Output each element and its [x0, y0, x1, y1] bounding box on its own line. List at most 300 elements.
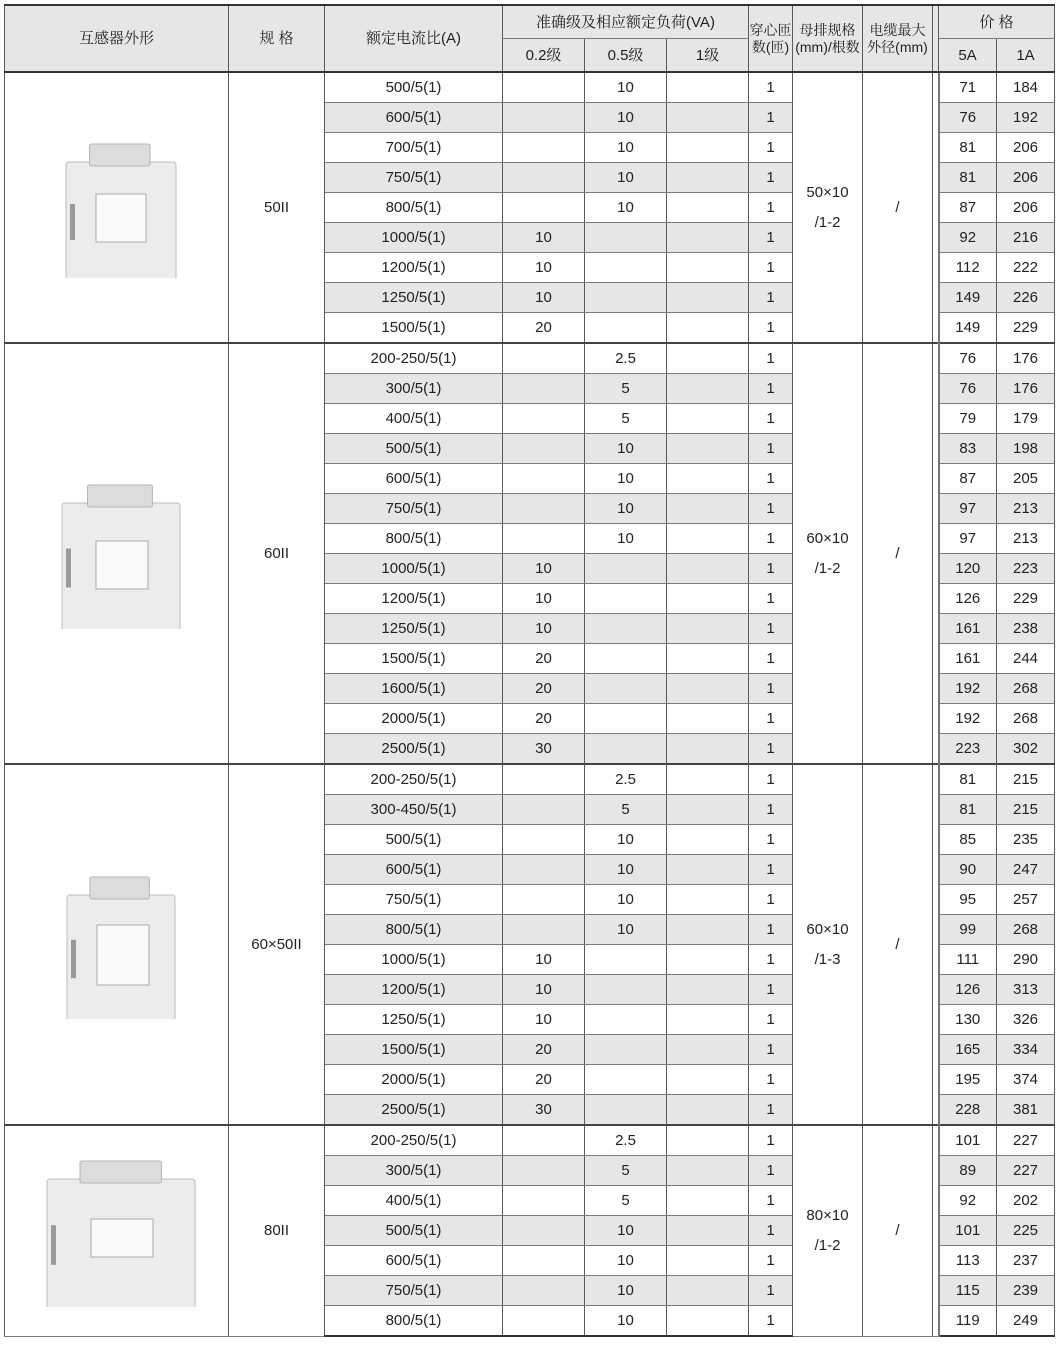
class-02-cell: [503, 434, 585, 464]
price-1a-cell: 381: [997, 1095, 1055, 1126]
price-1a-cell: 226: [997, 283, 1055, 313]
class-1-cell: [667, 915, 749, 945]
class-05-cell: [585, 313, 667, 344]
class-05-cell: [585, 253, 667, 283]
ratio-cell: 800/5(1): [325, 193, 503, 223]
class-05-cell: 10: [585, 1246, 667, 1276]
turns-cell: 1: [749, 133, 793, 163]
cable-cell: /: [863, 343, 933, 764]
busbar-cell: [793, 764, 863, 1125]
class-1-cell: [667, 313, 749, 344]
price-5a-cell: 87: [939, 193, 997, 223]
turns-cell: 1: [749, 253, 793, 283]
ratio-cell: 800/5(1): [325, 915, 503, 945]
turns-cell: 1: [749, 1095, 793, 1126]
price-1a-cell: 192: [997, 103, 1055, 133]
price-5a-cell: 97: [939, 494, 997, 524]
class-02-cell: [503, 1246, 585, 1276]
price-5a-cell: 81: [939, 133, 997, 163]
class-02-cell: [503, 1186, 585, 1216]
class-02-cell: [503, 193, 585, 223]
class-1-cell: [667, 1246, 749, 1276]
turns-cell: 1: [749, 1035, 793, 1065]
class-05-cell: 10: [585, 193, 667, 223]
class-1-cell: [667, 524, 749, 554]
ratio-cell: 2500/5(1): [325, 1095, 503, 1126]
class-05-cell: 5: [585, 404, 667, 434]
turns-cell: 1: [749, 644, 793, 674]
header-price-5a: 5A: [939, 39, 997, 73]
price-1a-cell: 229: [997, 313, 1055, 344]
table-row: [5, 764, 1055, 795]
ratio-cell: 2000/5(1): [325, 1065, 503, 1095]
class-1-cell: [667, 825, 749, 855]
price-5a-cell: 130: [939, 1005, 997, 1035]
turns-cell: 1: [749, 975, 793, 1005]
price-5a-cell: 119: [939, 1306, 997, 1337]
price-1a-cell: 235: [997, 825, 1055, 855]
ratio-cell: 700/5(1): [325, 133, 503, 163]
price-5a-cell: 149: [939, 283, 997, 313]
class-05-cell: 10: [585, 494, 667, 524]
price-1a-cell: 216: [997, 223, 1055, 253]
price-5a-cell: 76: [939, 374, 997, 404]
busbar-count: /1-2: [814, 1236, 841, 1254]
ratio-cell: 2500/5(1): [325, 734, 503, 765]
class-02-cell: [503, 343, 585, 374]
class-1-cell: [667, 1095, 749, 1126]
price-5a-cell: 85: [939, 825, 997, 855]
turns-cell: 1: [749, 1156, 793, 1186]
price-1a-cell: 206: [997, 133, 1055, 163]
price-1a-cell: 247: [997, 855, 1055, 885]
ratio-cell: 600/5(1): [325, 103, 503, 133]
class-1-cell: [667, 704, 749, 734]
table-row: [5, 343, 1055, 374]
ratio-cell: 500/5(1): [325, 1216, 503, 1246]
ratio-cell: 300/5(1): [325, 374, 503, 404]
class-02-cell: [503, 1276, 585, 1306]
class-05-cell: [585, 734, 667, 765]
price-1a-cell: 222: [997, 253, 1055, 283]
price-5a-cell: 115: [939, 1276, 997, 1306]
busbar-cell: [793, 1125, 863, 1336]
turns-cell: 1: [749, 1005, 793, 1035]
class-1-cell: [667, 1035, 749, 1065]
class-1-cell: [667, 1125, 749, 1156]
turns-cell: 1: [749, 1065, 793, 1095]
class-1-cell: [667, 1306, 749, 1337]
class-02-cell: 20: [503, 1035, 585, 1065]
class-02-cell: 20: [503, 313, 585, 344]
header-cable: 电缆最大外径(mm): [863, 5, 933, 72]
cable-cell: /: [863, 764, 933, 1125]
price-5a-cell: 92: [939, 1186, 997, 1216]
turns-cell: 1: [749, 103, 793, 133]
class-05-cell: 10: [585, 464, 667, 494]
class-02-cell: 10: [503, 975, 585, 1005]
class-05-cell: 10: [585, 885, 667, 915]
turns-cell: 1: [749, 223, 793, 253]
turns-cell: 1: [749, 404, 793, 434]
class-05-cell: 10: [585, 163, 667, 193]
turns-cell: 1: [749, 674, 793, 704]
price-1a-cell: 334: [997, 1035, 1055, 1065]
header-class-02: 0.2级: [503, 39, 585, 73]
class-05-cell: 10: [585, 133, 667, 163]
ratio-cell: 750/5(1): [325, 494, 503, 524]
class-02-cell: [503, 464, 585, 494]
class-02-cell: 20: [503, 674, 585, 704]
turns-cell: 1: [749, 584, 793, 614]
class-1-cell: [667, 1156, 749, 1186]
price-1a-cell: 227: [997, 1125, 1055, 1156]
class-1-cell: [667, 795, 749, 825]
price-5a-cell: 81: [939, 764, 997, 795]
price-1a-cell: 176: [997, 374, 1055, 404]
header-accuracy: 准确级及相应额定负荷(VA): [503, 5, 749, 39]
busbar-count: /1-2: [814, 213, 841, 231]
busbar-size: 60×10: [806, 529, 849, 547]
class-05-cell: [585, 704, 667, 734]
current-transformer-60ii-icon: [48, 479, 186, 629]
ratio-cell: 500/5(1): [325, 825, 503, 855]
turns-cell: 1: [749, 734, 793, 765]
price-5a-cell: 228: [939, 1095, 997, 1126]
class-02-cell: [503, 855, 585, 885]
ratio-cell: 1200/5(1): [325, 975, 503, 1005]
price-5a-cell: 89: [939, 1156, 997, 1186]
class-02-cell: 10: [503, 253, 585, 283]
class-02-cell: [503, 885, 585, 915]
class-05-cell: [585, 975, 667, 1005]
ratio-cell: 300/5(1): [325, 1156, 503, 1186]
turns-cell: 1: [749, 434, 793, 464]
price-5a-cell: 99: [939, 915, 997, 945]
price-5a-cell: 81: [939, 163, 997, 193]
class-02-cell: [503, 494, 585, 524]
class-05-cell: [585, 283, 667, 313]
price-1a-cell: 176: [997, 343, 1055, 374]
turns-cell: 1: [749, 704, 793, 734]
class-02-cell: [503, 915, 585, 945]
price-1a-cell: 205: [997, 464, 1055, 494]
price-5a-cell: 195: [939, 1065, 997, 1095]
table-row: [5, 1125, 1055, 1156]
class-02-cell: [503, 103, 585, 133]
table-row: [5, 72, 1055, 103]
price-1a-cell: 239: [997, 1276, 1055, 1306]
price-1a-cell: 268: [997, 915, 1055, 945]
header-shape: 互感器外形: [5, 5, 229, 72]
turns-cell: 1: [749, 494, 793, 524]
busbar-cell: [793, 343, 863, 764]
class-05-cell: [585, 584, 667, 614]
spec-cell: 50II: [229, 72, 325, 343]
header-busbar: 母排规格(mm)/根数: [793, 5, 863, 72]
class-02-cell: 10: [503, 584, 585, 614]
class-1-cell: [667, 374, 749, 404]
price-1a-cell: 223: [997, 554, 1055, 584]
ratio-cell: 1000/5(1): [325, 945, 503, 975]
ratio-cell: 1250/5(1): [325, 283, 503, 313]
class-05-cell: 10: [585, 825, 667, 855]
turns-cell: 1: [749, 885, 793, 915]
class-1-cell: [667, 644, 749, 674]
class-02-cell: 20: [503, 1065, 585, 1095]
class-02-cell: [503, 1216, 585, 1246]
price-1a-cell: 268: [997, 674, 1055, 704]
table-body: [5, 72, 1055, 1336]
class-1-cell: [667, 1186, 749, 1216]
ratio-cell: 750/5(1): [325, 1276, 503, 1306]
class-02-cell: [503, 404, 585, 434]
header-class-1: 1级: [667, 39, 749, 73]
class-1-cell: [667, 614, 749, 644]
price-1a-cell: 227: [997, 1156, 1055, 1186]
ratio-cell: 500/5(1): [325, 434, 503, 464]
class-05-cell: 10: [585, 103, 667, 133]
busbar-size: 50×10: [806, 183, 849, 201]
ratio-cell: 400/5(1): [325, 404, 503, 434]
class-1-cell: [667, 674, 749, 704]
turns-cell: 1: [749, 825, 793, 855]
cable-cell: /: [863, 1125, 933, 1336]
class-02-cell: 30: [503, 734, 585, 765]
price-5a-cell: 76: [939, 343, 997, 374]
ratio-cell: 300-450/5(1): [325, 795, 503, 825]
ratio-cell: 750/5(1): [325, 163, 503, 193]
turns-cell: 1: [749, 1186, 793, 1216]
price-spec-table: [4, 4, 1055, 1337]
class-02-cell: [503, 1306, 585, 1337]
class-1-cell: [667, 1216, 749, 1246]
ratio-cell: 1500/5(1): [325, 313, 503, 344]
price-5a-cell: 81: [939, 795, 997, 825]
price-1a-cell: 237: [997, 1246, 1055, 1276]
class-02-cell: [503, 163, 585, 193]
price-5a-cell: 161: [939, 614, 997, 644]
price-5a-cell: 223: [939, 734, 997, 765]
ratio-cell: 500/5(1): [325, 72, 503, 103]
price-5a-cell: 192: [939, 704, 997, 734]
turns-cell: 1: [749, 163, 793, 193]
price-1a-cell: 290: [997, 945, 1055, 975]
header-price: 价 格: [939, 5, 1055, 39]
class-02-cell: 10: [503, 1005, 585, 1035]
price-5a-cell: 76: [939, 103, 997, 133]
turns-cell: 1: [749, 313, 793, 344]
class-05-cell: [585, 1095, 667, 1126]
class-1-cell: [667, 855, 749, 885]
class-1-cell: [667, 764, 749, 795]
class-05-cell: 5: [585, 1156, 667, 1186]
class-02-cell: [503, 825, 585, 855]
class-1-cell: [667, 734, 749, 765]
class-1-cell: [667, 1276, 749, 1306]
header-spec: 规 格: [229, 5, 325, 72]
turns-cell: 1: [749, 554, 793, 584]
class-1-cell: [667, 584, 749, 614]
busbar-cell: [793, 72, 863, 343]
price-1a-cell: 313: [997, 975, 1055, 1005]
header-turns: 穿心匝数(匝): [749, 5, 793, 72]
class-1-cell: [667, 103, 749, 133]
price-1a-cell: 374: [997, 1065, 1055, 1095]
price-5a-cell: 149: [939, 313, 997, 344]
class-05-cell: [585, 945, 667, 975]
class-1-cell: [667, 404, 749, 434]
price-5a-cell: 90: [939, 855, 997, 885]
price-1a-cell: 257: [997, 885, 1055, 915]
price-1a-cell: 302: [997, 734, 1055, 765]
ratio-cell: 400/5(1): [325, 1186, 503, 1216]
turns-cell: 1: [749, 1246, 793, 1276]
cable-cell: /: [863, 72, 933, 343]
class-02-cell: [503, 1125, 585, 1156]
turns-cell: 1: [749, 795, 793, 825]
price-5a-cell: 161: [939, 644, 997, 674]
price-1a-cell: 326: [997, 1005, 1055, 1035]
class-05-cell: 2.5: [585, 1125, 667, 1156]
price-5a-cell: 113: [939, 1246, 997, 1276]
class-05-cell: [585, 1065, 667, 1095]
class-1-cell: [667, 223, 749, 253]
price-5a-cell: 126: [939, 975, 997, 1005]
class-02-cell: 20: [503, 644, 585, 674]
class-05-cell: [585, 674, 667, 704]
price-1a-cell: 213: [997, 524, 1055, 554]
class-1-cell: [667, 1005, 749, 1035]
ratio-cell: 800/5(1): [325, 524, 503, 554]
spec-cell: 60×50II: [229, 764, 325, 1125]
turns-cell: 1: [749, 614, 793, 644]
class-1-cell: [667, 163, 749, 193]
price-5a-cell: 120: [939, 554, 997, 584]
class-05-cell: 10: [585, 434, 667, 464]
class-02-cell: 10: [503, 945, 585, 975]
turns-cell: 1: [749, 1216, 793, 1246]
class-05-cell: 10: [585, 72, 667, 103]
price-1a-cell: 206: [997, 193, 1055, 223]
busbar-count: /1-2: [814, 559, 841, 577]
price-1a-cell: 184: [997, 72, 1055, 103]
price-5a-cell: 87: [939, 464, 997, 494]
price-1a-cell: 198: [997, 434, 1055, 464]
price-1a-cell: 225: [997, 1216, 1055, 1246]
class-05-cell: [585, 614, 667, 644]
class-05-cell: 2.5: [585, 343, 667, 374]
header-ratio: 额定电流比(A): [325, 5, 503, 72]
ratio-cell: 1000/5(1): [325, 223, 503, 253]
class-1-cell: [667, 494, 749, 524]
price-5a-cell: 101: [939, 1125, 997, 1156]
ratio-cell: 600/5(1): [325, 855, 503, 885]
price-5a-cell: 165: [939, 1035, 997, 1065]
class-1-cell: [667, 253, 749, 283]
price-1a-cell: 268: [997, 704, 1055, 734]
class-1-cell: [667, 133, 749, 163]
class-02-cell: 20: [503, 704, 585, 734]
header-class-05: 0.5级: [585, 39, 667, 73]
class-1-cell: [667, 343, 749, 374]
price-5a-cell: 192: [939, 674, 997, 704]
price-5a-cell: 95: [939, 885, 997, 915]
turns-cell: 1: [749, 764, 793, 795]
price-5a-cell: 112: [939, 253, 997, 283]
class-05-cell: 10: [585, 915, 667, 945]
busbar-size: 60×10: [806, 920, 849, 938]
price-1a-cell: 215: [997, 795, 1055, 825]
class-1-cell: [667, 72, 749, 103]
ratio-cell: 600/5(1): [325, 464, 503, 494]
ratio-cell: 1000/5(1): [325, 554, 503, 584]
spec-cell: 60II: [229, 343, 325, 764]
price-5a-cell: 71: [939, 72, 997, 103]
class-05-cell: 5: [585, 1186, 667, 1216]
busbar-size: 80×10: [806, 1206, 849, 1224]
transformer-image: [5, 764, 229, 1125]
price-5a-cell: 92: [939, 223, 997, 253]
class-05-cell: [585, 223, 667, 253]
class-1-cell: [667, 975, 749, 1005]
price-5a-cell: 83: [939, 434, 997, 464]
price-5a-cell: 97: [939, 524, 997, 554]
ratio-cell: 200-250/5(1): [325, 764, 503, 795]
ratio-cell: 1600/5(1): [325, 674, 503, 704]
transformer-image: [5, 343, 229, 764]
price-5a-cell: 111: [939, 945, 997, 975]
busbar-count: /1-3: [814, 950, 841, 968]
ratio-cell: 2000/5(1): [325, 704, 503, 734]
header-price-1a: 1A: [997, 39, 1055, 73]
class-05-cell: 10: [585, 855, 667, 885]
turns-cell: 1: [749, 72, 793, 103]
class-02-cell: 10: [503, 554, 585, 584]
spec-cell: 80II: [229, 1125, 325, 1336]
ratio-cell: 1250/5(1): [325, 614, 503, 644]
turns-cell: 1: [749, 945, 793, 975]
class-05-cell: 5: [585, 795, 667, 825]
turns-cell: 1: [749, 374, 793, 404]
class-02-cell: 10: [503, 223, 585, 253]
turns-cell: 1: [749, 1306, 793, 1337]
ratio-cell: 750/5(1): [325, 885, 503, 915]
price-1a-cell: 202: [997, 1186, 1055, 1216]
class-1-cell: [667, 1065, 749, 1095]
class-05-cell: 10: [585, 524, 667, 554]
ratio-cell: 1500/5(1): [325, 1035, 503, 1065]
class-05-cell: [585, 1005, 667, 1035]
class-05-cell: [585, 1035, 667, 1065]
class-05-cell: 5: [585, 374, 667, 404]
price-5a-cell: 101: [939, 1216, 997, 1246]
class-02-cell: [503, 133, 585, 163]
class-1-cell: [667, 464, 749, 494]
class-05-cell: [585, 644, 667, 674]
turns-cell: 1: [749, 193, 793, 223]
ratio-cell: 600/5(1): [325, 1246, 503, 1276]
price-5a-cell: 126: [939, 584, 997, 614]
turns-cell: 1: [749, 1125, 793, 1156]
ratio-cell: 1250/5(1): [325, 1005, 503, 1035]
price-1a-cell: 238: [997, 614, 1055, 644]
class-1-cell: [667, 434, 749, 464]
price-1a-cell: 215: [997, 764, 1055, 795]
price-1a-cell: 206: [997, 163, 1055, 193]
class-02-cell: [503, 795, 585, 825]
turns-cell: 1: [749, 343, 793, 374]
